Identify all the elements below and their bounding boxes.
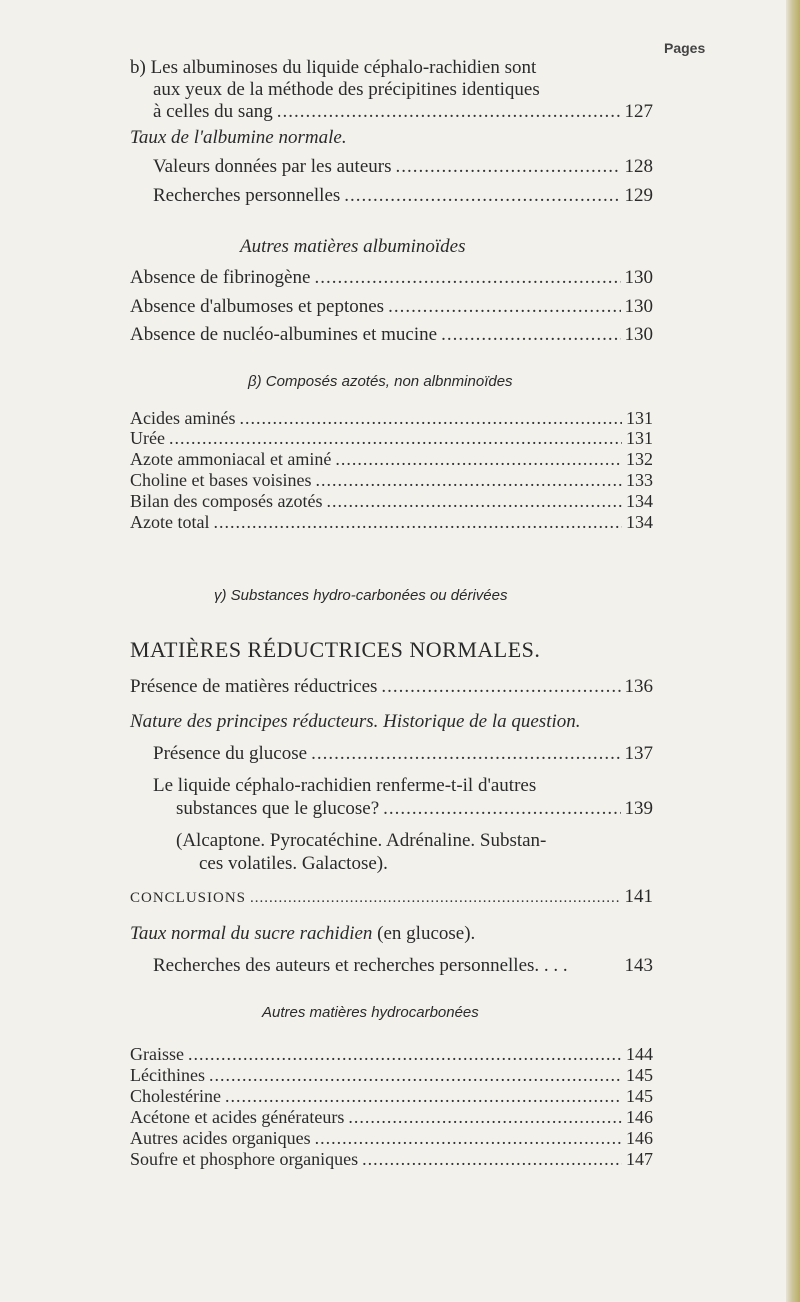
page-number: 136 [624, 676, 653, 697]
leader-dots [188, 1044, 622, 1065]
leader-dots [348, 1107, 622, 1128]
entry-text: Graisse [130, 1044, 184, 1064]
page-number: 134 [626, 512, 653, 532]
leader-dots [213, 512, 622, 533]
page-number: 130 [624, 267, 653, 288]
fibrinogene-row [130, 267, 653, 289]
leader-dots [239, 408, 622, 429]
leader-dots [335, 449, 622, 470]
valeurs-row [153, 156, 653, 178]
page-number: 144 [626, 1044, 653, 1064]
autres-hydrocarbonees: Autres matières hydrocarbonées [262, 1004, 479, 1021]
page-edge [786, 0, 800, 1302]
entry-text: Recherches des auteurs et recherches personnelles. . . . [153, 955, 568, 976]
page-number: 128 [624, 156, 653, 177]
entry-text: Absence de fibrinogène [130, 267, 311, 288]
leader-dots [314, 267, 620, 289]
graisse-row [130, 1044, 653, 1065]
b-line2: aux yeux de la méthode des précipitines identiques [153, 79, 540, 100]
leader-dots [381, 676, 620, 698]
leader-dots [388, 296, 620, 318]
cholesterine-row [130, 1086, 653, 1107]
entry-text: Cholestérine [130, 1086, 221, 1106]
page-number: 131 [626, 408, 653, 428]
page-number: 143 [624, 955, 653, 976]
leader-dots [311, 743, 620, 765]
soufre-row [130, 1149, 653, 1170]
entry-text: Absence de nucléo-albumines et mucine [130, 324, 438, 345]
leader-dots [209, 1065, 622, 1086]
azote-total-row [130, 512, 653, 533]
nature: Nature des principes réducteurs. Historique de la question. [130, 711, 581, 732]
page-number: 147 [626, 1149, 653, 1169]
page-number: 130 [624, 324, 653, 345]
leader-dots [326, 491, 622, 512]
section-title: MATIÈRES RÉDUCTRICES NORMALES. [130, 637, 541, 662]
page-number: 146 [626, 1128, 653, 1148]
page-number: 145 [626, 1065, 653, 1085]
taux-sucre [130, 923, 475, 945]
entry-text: Lécithines [130, 1065, 205, 1085]
gamma-heading: γ) Substances hydro-carbonées ou dérivées [214, 587, 508, 604]
page-number: 139 [624, 798, 653, 819]
autres-acides-row [130, 1128, 653, 1149]
lecithines-row [130, 1065, 653, 1086]
entry-text: Présence de matières réductrices [130, 676, 378, 697]
entry-text: Azote ammoniacal et aminé [130, 449, 332, 469]
page-number: 141 [624, 886, 653, 907]
page-number: 146 [626, 1107, 653, 1127]
entry-text: substances que le glucose? [176, 798, 380, 819]
entry-text: Urée [130, 428, 165, 448]
entry-text: Azote total [130, 512, 210, 532]
entry-text: Acétone et acides générateurs [130, 1107, 345, 1127]
entry-text: CONCLUSIONS [130, 890, 247, 906]
choline-row [130, 470, 653, 491]
acides-amines-row [130, 408, 653, 429]
azote-ammoniacal-row [130, 449, 653, 470]
page-number: 129 [624, 185, 653, 206]
alcaptone-line2: ces volatiles. Galactose). [199, 853, 388, 874]
page-number: 134 [626, 491, 653, 511]
alcaptone-line1: (Alcaptone. Pyrocatéchine. Adrénaline. Substan- [176, 830, 547, 851]
entry-text: Acides aminés [130, 408, 236, 428]
entry-text: Valeurs données par les auteurs [153, 156, 392, 177]
b-line3: à celles du sang [153, 101, 273, 122]
taux-sucre-suffix: (en glucose). [372, 923, 476, 944]
leader-dots [344, 185, 620, 207]
page-number: 130 [624, 296, 653, 317]
bilan-row [130, 491, 653, 512]
presence-reductrices-row [130, 676, 653, 698]
leader-dots [315, 470, 622, 491]
nucleo-row [130, 324, 653, 346]
leader-dots [277, 101, 621, 123]
page-number: 131 [626, 428, 653, 448]
page-number: 132 [626, 449, 653, 469]
entry-text: Absence d'albumoses et peptones [130, 296, 385, 317]
leader-dots [250, 890, 620, 907]
presence-glucose-row [153, 743, 653, 765]
autres-albuminoides: Autres matières albuminoïdes [240, 236, 466, 257]
entry-text: Autres acides organiques [130, 1128, 311, 1148]
entry-text: Soufre et phosphore organiques [130, 1149, 359, 1169]
leader-dots [169, 428, 622, 449]
page-number: 127 [624, 101, 653, 122]
leader-dots [383, 798, 620, 820]
b-line1: b) Les albuminoses du liquide céphalo-rachidien sont [130, 57, 537, 78]
entry-text: Choline et bases voisines [130, 470, 312, 490]
albumoses-row [130, 296, 653, 318]
entry-text: Recherches personnelles [153, 185, 341, 206]
entry-text: Bilan des composés azotés [130, 491, 323, 511]
b-line3-row [153, 101, 653, 123]
taux-sucre-italic: Taux normal du sucre rachidien [130, 923, 373, 944]
liquide-line2-row [176, 798, 653, 820]
recherches2-row [153, 955, 653, 977]
acetone-row [130, 1107, 653, 1128]
recherches1-row [153, 185, 653, 207]
conclusions-row [130, 886, 653, 908]
taux-albumine: Taux de l'albumine normale. [130, 127, 347, 148]
uree-row [130, 428, 653, 449]
beta-heading: β) Composés azotés, non albnminoïdes [248, 373, 513, 390]
leader-dots [441, 324, 620, 346]
leader-dots [225, 1086, 622, 1107]
entry-text: Présence du glucose [153, 743, 308, 764]
liquide-line1: Le liquide céphalo-rachidien renferme-t-il d'autres [153, 775, 537, 796]
leader-dots [315, 1128, 622, 1149]
page-number: 137 [624, 743, 653, 764]
pages-header: Pages [664, 40, 706, 56]
page-number: 133 [626, 470, 653, 490]
leader-dots [362, 1149, 622, 1170]
page-number: 145 [626, 1086, 653, 1106]
leader-dots [395, 156, 620, 178]
